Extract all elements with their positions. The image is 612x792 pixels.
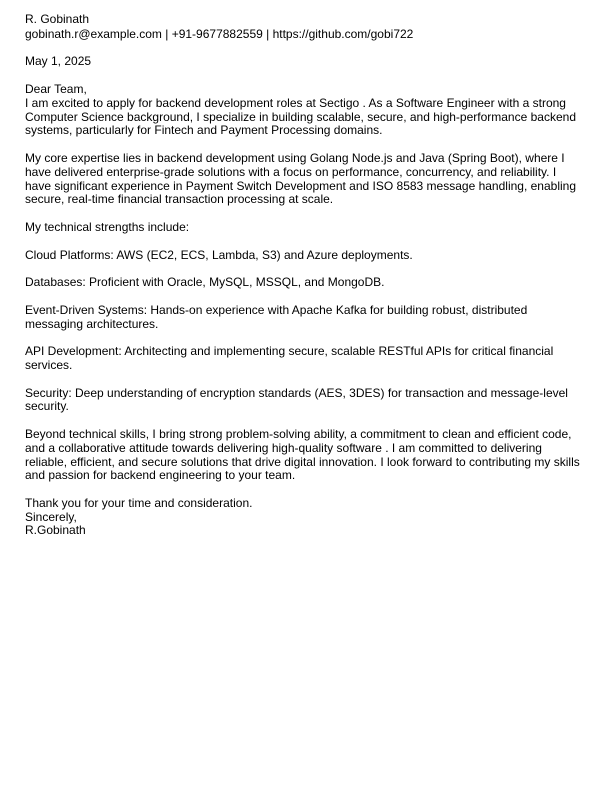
paragraph bbox=[25, 304, 595, 332]
paragraph-line: reliable, efficient, and secure solutions that drive digital innovation. I look forward to contributing my skills bbox=[25, 454, 580, 469]
paragraph-line: messaging architectures. bbox=[25, 316, 159, 331]
sender-name: R. Gobinath bbox=[25, 12, 90, 26]
signature: R.Gobinath bbox=[25, 523, 86, 538]
cover-letter bbox=[25, 13, 595, 538]
paragraph-line: Databases: Proficient with Oracle, MySQL, MSSQL, and MongoDB. bbox=[25, 275, 385, 290]
letter-date: May 1, 2025 bbox=[25, 54, 92, 69]
paragraph-line: and passion for backend engineering to your team. bbox=[25, 468, 296, 483]
paragraph-line: secure, real-time financial transaction processing at scale. bbox=[25, 192, 334, 207]
paragraph-line: and a collaborative attitude towards delivering high-quality software . I am committed to delivering bbox=[25, 440, 542, 455]
paragraph bbox=[25, 152, 595, 207]
paragraph bbox=[25, 345, 595, 373]
paragraph-line: systems, particularly for Fintech and Payment Processing domains. bbox=[25, 123, 383, 138]
paragraph-line: API Development: Architecting and implementing secure, scalable RESTful APIs for critical financial bbox=[25, 344, 554, 359]
paragraph bbox=[25, 276, 595, 290]
sender-contact: gobinath.r@example.com | +91-9677882559 | https://github.com/gobi722 bbox=[25, 26, 414, 41]
paragraph-line: have significant experience in Payment Switch Development and ISO 8583 message handling, enabling bbox=[25, 178, 577, 193]
paragraph-line: My technical strengths include: bbox=[25, 219, 190, 234]
paragraph bbox=[25, 221, 595, 235]
paragraph-line: Event-Driven Systems: Hands-on experience with Apache Kafka for building robust, distributed bbox=[25, 302, 528, 317]
paragraph-line: Cloud Platforms: AWS (EC2, ECS, Lambda, S3) and Azure deployments. bbox=[25, 247, 413, 262]
closing-thanks: Thank you for your time and consideration. bbox=[25, 495, 253, 510]
paragraph-line: Computer Science background, I specialize in building scalable, secure, and high-performance backend bbox=[25, 109, 576, 124]
paragraph bbox=[25, 428, 595, 483]
paragraph-line: services. bbox=[25, 357, 73, 372]
letter-body bbox=[25, 97, 595, 483]
paragraph bbox=[25, 97, 595, 138]
paragraph-line: have delivered enterprise-grade solutions with a focus on performance, concurrency, and reliability. I bbox=[25, 164, 557, 179]
paragraph-line: My core expertise lies in backend development using Golang Node.js and Java (Spring Boot), where I bbox=[25, 150, 565, 165]
paragraph-line: Security: Deep understanding of encryption standards (AES, 3DES) for transaction and message-level bbox=[25, 385, 568, 400]
paragraph bbox=[25, 249, 595, 263]
closing-signoff: Sincerely, bbox=[25, 509, 77, 524]
paragraph-line: Beyond technical skills, I bring strong problem-solving ability, a commitment to clean and efficient code, bbox=[25, 426, 572, 441]
paragraph bbox=[25, 387, 595, 415]
paragraph-line: security. bbox=[25, 399, 69, 414]
salutation: Dear Team, bbox=[25, 81, 87, 96]
paragraph-line: I am excited to apply for backend development roles at Sectigo . As a Software Engineer with a strong bbox=[25, 95, 566, 110]
